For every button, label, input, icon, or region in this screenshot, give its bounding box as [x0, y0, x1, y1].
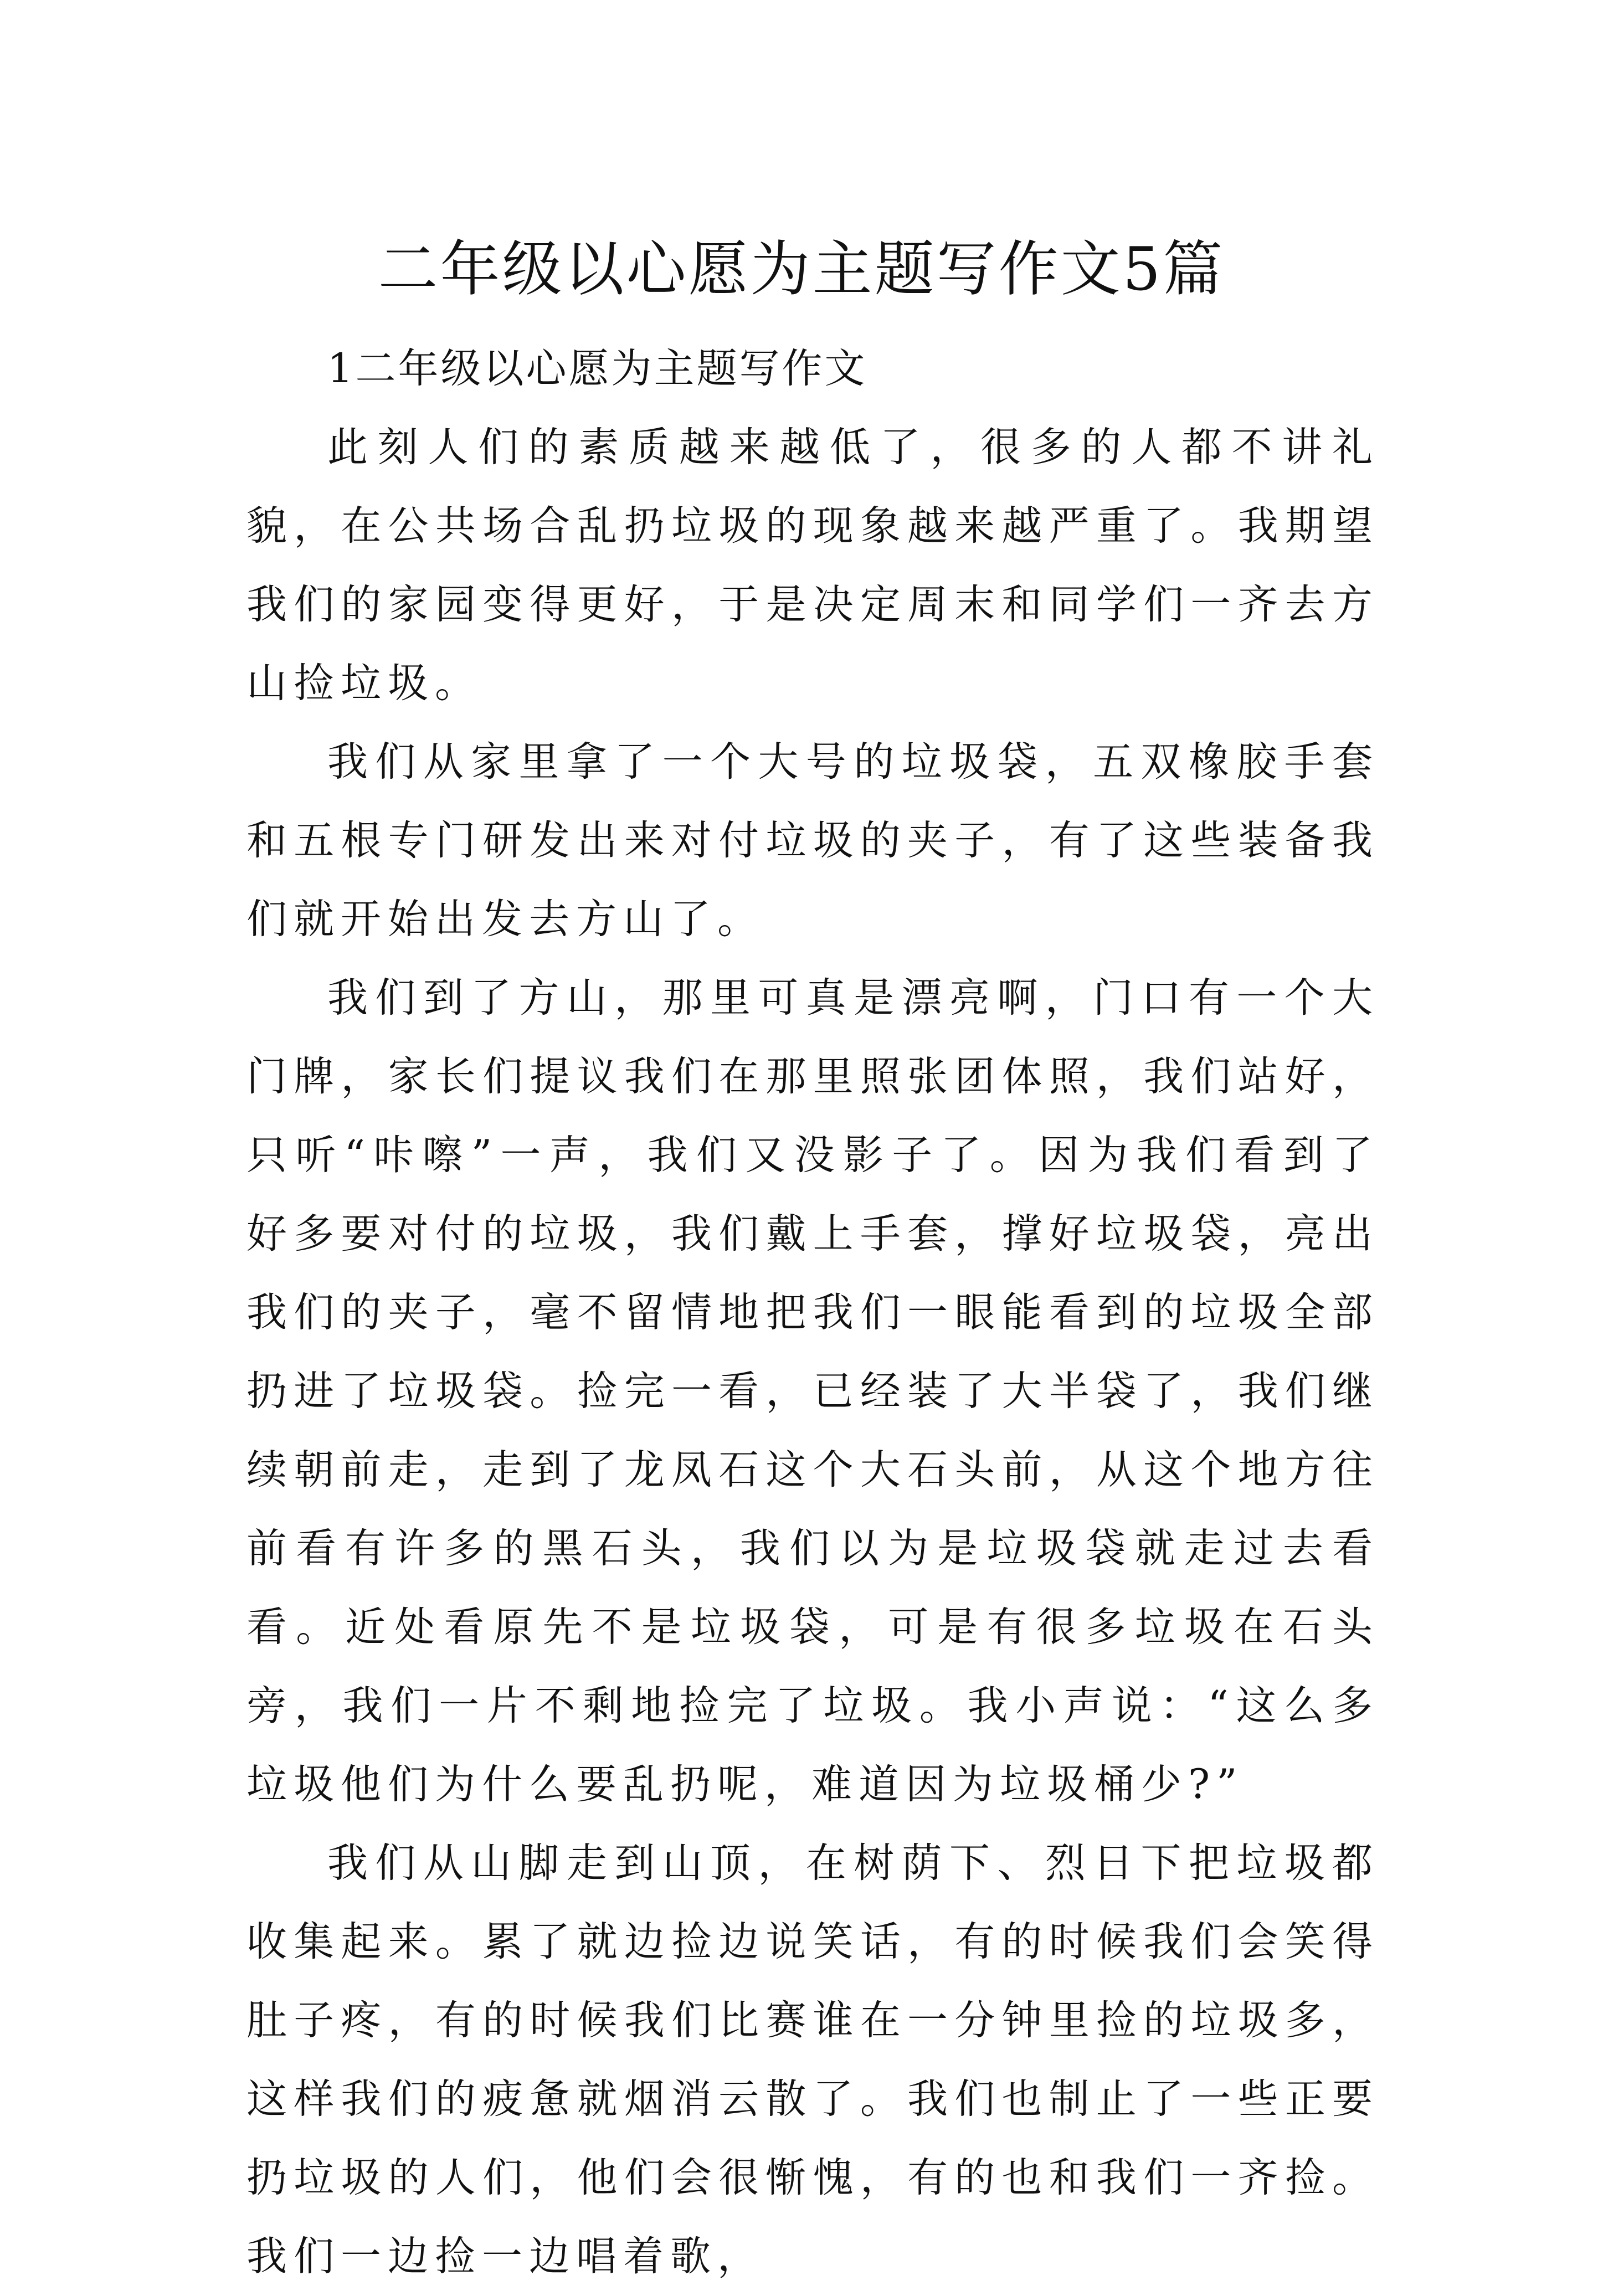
paragraph-1: 此刻人们的素质越来越低了，很多的人都不讲礼貌，在公共场合乱扔垃圾的现象越来越严重了。我期望我们的家园变得更好，于是决定周末和同学们一齐去方山捡垃圾。 [246, 424, 1379, 707]
paragraph-2: 我们从家里拿了一个大号的垃圾袋，五双橡胶手套和五根专门研发出来对付垃圾的夹子，有了这些装备我们就开始出发去方山了。 [246, 738, 1379, 943]
document-body [246, 330, 1379, 2296]
paragraph-4: 我们从山脚走到山顶，在树荫下、烈日下把垃圾都收集起来。累了就边捡边说笑话，有的时候我们会笑得肚子疼，有的时候我们比赛谁在一分钟里捡的垃圾多，这样我们的疲惫就烟消云散了。我们也制止了一些正要扔垃圾的人们，他们会很惭愧，有的也和我们一齐捡。我们一边捡一边唱着歌， [246, 1840, 1379, 2280]
paragraph-3: 我们到了方山，那里可真是漂亮啊，门口有一个大门牌，家长们提议我们在那里照张团体照，我们站好，只听“咔嚓”一声，我们又没影子了。因为我们看到了好多要对付的垃圾，我们戴上手套，撑好垃圾袋，亮出我们的夹子，毫不留情地把我们一眼能看到的垃圾全部扔进了垃圾袋。捡完一看，已经装了大半袋了，我们继续朝前走，走到了龙凤石这个大石头前，从这个地方往前看有许多的黑石头，我们以为是垃圾袋就走过去看看。近处看原先不是垃圾袋，可是有很多垃圾在石头旁，我们一片不剩地捡完了垃圾。我小声说：“这么多垃圾他们为什么要乱扔呢，难道因为垃圾桶少?” [246, 974, 1379, 1808]
document-title: 二年级以心愿为主题写作文5篇 [378, 235, 1225, 305]
section-heading: 1二年级以心愿为主题写作文 [327, 345, 867, 392]
